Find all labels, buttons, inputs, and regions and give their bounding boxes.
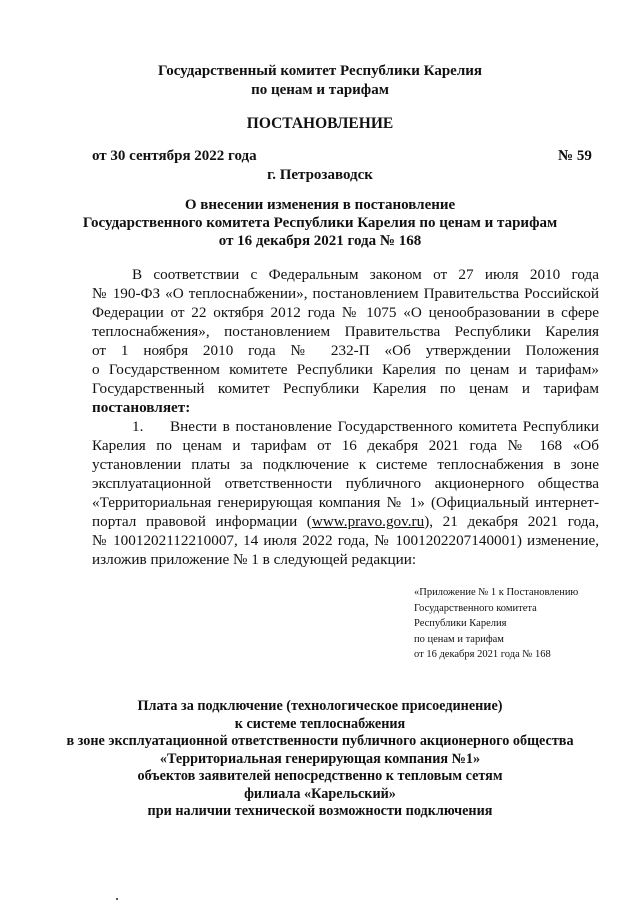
annex-line: «Приложение № 1 к Постановлению xyxy=(414,587,579,598)
fee-title-line: в зоне эксплуатационной ответственности публичного акционерного общества xyxy=(66,733,574,749)
fee-title-line: филиала «Карельский» xyxy=(244,785,396,802)
resolves-word: постановляет: xyxy=(92,399,191,416)
item-line: установлении платы за подключение к системе теплоснабжения в зоне xyxy=(92,456,599,473)
preamble-line: Государственный комитет Республики Карелия по ценам и тарифам xyxy=(92,380,599,397)
preamble-line: от 1 ноября 2010 года № 232-П «Об утверждении Положения xyxy=(92,342,599,359)
fee-title-line: при наличии технической возможности подключения xyxy=(147,803,493,819)
fee-title-line: к системе теплоснабжения xyxy=(234,715,406,732)
item-line: изложив приложение № 1 в следующей редакции: xyxy=(92,551,417,568)
fee-title-line: «Территориальная генерирующая компания №1» xyxy=(159,750,481,767)
item-number: 1. xyxy=(132,418,144,435)
item-line-portal xyxy=(92,512,599,531)
item-line: эксплуатационной ответственности публичного акционерного общества xyxy=(92,475,599,492)
preamble-line: теплоснабжения», постановлением Правительства Республики Карелия xyxy=(92,323,599,340)
org-name-line2: по ценам и тарифам xyxy=(251,82,389,98)
item-line: № 1001202112210007, 14 июля 2022 года, № 1001202207140001) изменение, xyxy=(92,532,599,549)
portal-suffix: ), 21 декабря 2021 года, xyxy=(424,513,600,530)
preamble-line: о Государственном комитете Республики Карелия по ценам и тарифам» xyxy=(92,361,599,378)
subject-line2: Государственного комитета Республики Карелия по ценам и тарифам xyxy=(82,215,558,231)
doc-number: № 59 xyxy=(558,148,592,164)
item-line: Карелия по ценам и тарифам от 16 декабря 2021 года № 168 «Об xyxy=(92,437,599,454)
fee-title-line: Плата за подключение (технологическое присоединение) xyxy=(137,698,503,714)
doc-date: от 30 сентября 2022 года xyxy=(92,148,257,164)
scan-speck xyxy=(116,898,118,900)
preamble-line: Федерации от 22 октября 2012 года № 1075 «О ценообразовании в сфере xyxy=(92,304,599,321)
annex-line: Республики Карелия xyxy=(414,618,507,629)
subject-line3: от 16 декабря 2021 года № 168 xyxy=(218,233,422,249)
doc-type: ПОСТАНОВЛЕНИЕ xyxy=(246,115,394,132)
fee-title-line: объектов заявителей непосредственно к тепловым сетям xyxy=(137,768,503,784)
item-line: «Территориальная генерирующая компания № 1» (Официальный интернет- xyxy=(92,494,599,511)
preamble-line: № 190-ФЗ «О теплоснабжении», постановлением Правительства Российской xyxy=(92,285,599,302)
annex-line: от 16 декабря 2021 года № 168 xyxy=(414,649,551,660)
annex-line: Государственного комитета xyxy=(414,602,537,614)
org-name-line1: Государственный комитет Республики Карелия xyxy=(158,63,482,79)
subject-line1: О внесении изменения в постановление xyxy=(184,197,456,213)
portal-prefix: портал правовой информации ( xyxy=(92,513,312,530)
pravo-link[interactable]: www.pravo.gov.ru xyxy=(311,513,425,530)
preamble-line: В соответствии с Федеральным законом от 27 июля 2010 года xyxy=(132,266,599,283)
item-line: Внести в постановление Государственного комитета Республики xyxy=(170,418,599,435)
annex-line: по ценам и тарифам xyxy=(414,633,504,645)
doc-city: г. Петрозаводск xyxy=(267,167,373,183)
